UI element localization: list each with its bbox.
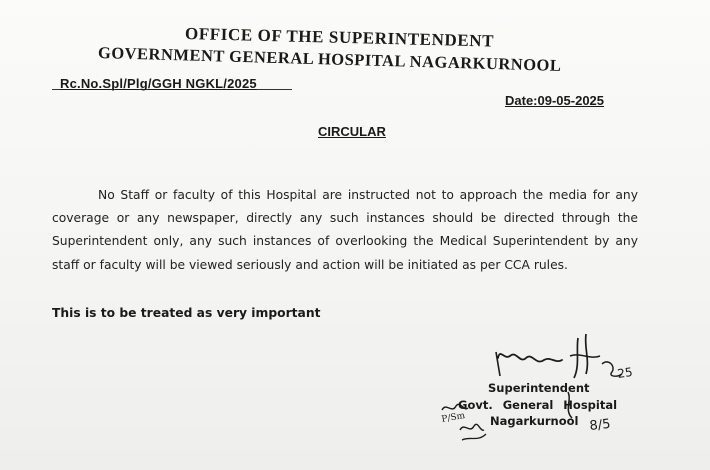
importance-note: This is to be treated as very important bbox=[52, 306, 321, 320]
hospital-heading: GOVERNMENT GENERAL HOSPITAL NAGARKURNOOL bbox=[97, 43, 562, 75]
signatory-title: Superintendent bbox=[488, 381, 590, 395]
svg-text:25: 25 bbox=[616, 364, 634, 381]
office-heading: OFFICE OF THE SUPERINTENDENT bbox=[184, 24, 495, 51]
svg-text:P/Sm: P/Sm bbox=[440, 410, 466, 425]
reference-number: Rc.No.Spl/Plg/GGH NGKL/2025 bbox=[60, 76, 257, 91]
circular-body: No Staff or faculty of this Hospital are instructed not to approach the media for any coverage or any newspaper, directly any such instances should be directed through the Superintendent only, any such instances of overlooking the Medical Superintendent by any staff or faculty will be viewed seriously and action will be initiated as per CCA rules. bbox=[52, 188, 638, 272]
signature-block bbox=[440, 330, 680, 465]
svg-text:8/5: 8/5 bbox=[588, 416, 612, 434]
circular-date: Date:09-05-2025 bbox=[505, 93, 605, 108]
signatory-hospital: Govt. General Hospital bbox=[458, 398, 618, 412]
document-title: CIRCULAR bbox=[318, 124, 386, 139]
signatory-location: Nagarkurnool bbox=[490, 414, 579, 428]
